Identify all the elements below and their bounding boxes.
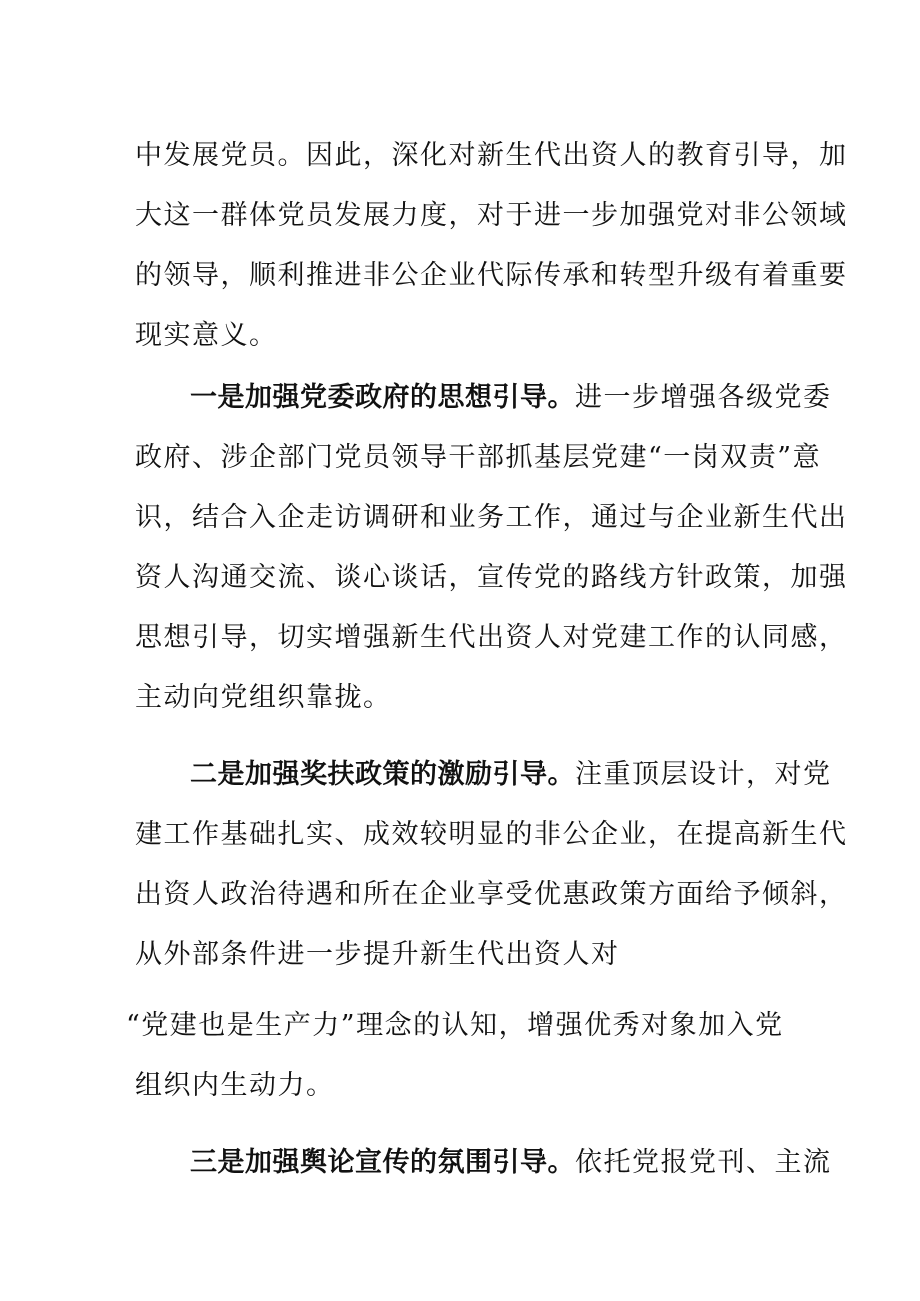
- text-line: 建工作基础扎实、成效较明显的非公企业，在提高新生代: [135, 819, 848, 850]
- paragraph-heading: 三是加强舆论宣传的氛围引导。: [190, 1147, 575, 1178]
- text-line: 大这一群体党员发展力度，对于进一步加强党对非公领域: [135, 200, 848, 231]
- text-line: 资人沟通交流、谈心谈话，宣传党的路线方针政策，加强: [135, 562, 848, 593]
- paragraph-text: 注重顶层设计，对党: [575, 759, 832, 790]
- text-line: 政府、涉企部门党员领导干部抓基层党建“一岗双责”意: [135, 442, 822, 473]
- text-line: 出资人政治待遇和所在企业享受优惠政策方面给予倾斜，: [135, 879, 848, 910]
- text-line: 中发展党员。因此，深化对新生代出资人的教育引导，加: [135, 140, 848, 171]
- paragraph-first-line: [190, 380, 850, 416]
- text-line: 组织内生动力。: [135, 1070, 335, 1101]
- paragraph-text: 进一步增强各级党委: [575, 382, 832, 413]
- paragraph-heading: 二是加强奖扶政策的激励引导。: [190, 759, 575, 790]
- text-line: 主动向党组织靠拢。: [135, 682, 392, 713]
- text-line: 从外部条件进一步提升新生代出资人对: [135, 939, 620, 970]
- text-line: 识，结合入企走访调研和业务工作，通过与企业新生代出: [135, 502, 848, 533]
- paragraph-text: 依托党报党刊、主流: [575, 1147, 832, 1178]
- paragraph-first-line: [190, 757, 850, 793]
- text-line: 思想引导，切实增强新生代出资人对党建工作的认同感，: [135, 622, 848, 653]
- text-line: 的领导，顺利推进非公企业代际传承和转型升级有着重要: [135, 260, 848, 291]
- paragraph-heading: 一是加强党委政府的思想引导。: [190, 382, 575, 413]
- paragraph-first-line: [190, 1145, 850, 1181]
- text-line: “党建也是生产力”理念的认知，增强优秀对象加入党: [126, 1010, 784, 1041]
- text-line: 现实意义。: [135, 320, 278, 351]
